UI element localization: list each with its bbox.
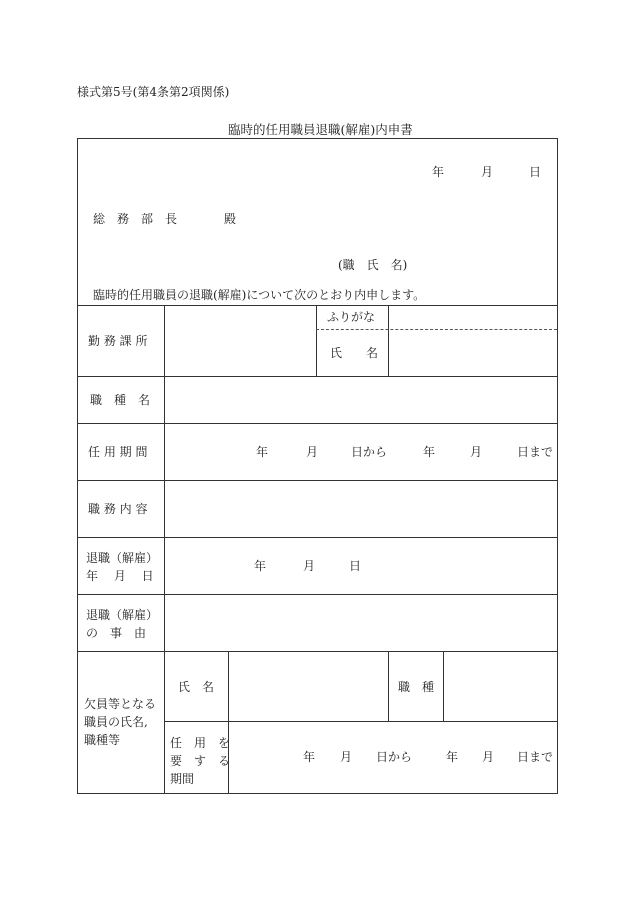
row-line: [77, 376, 558, 377]
form-title: 臨時的任用職員退職(解雇)内申書: [228, 122, 413, 137]
row-line: [77, 305, 558, 306]
row-line: [164, 721, 558, 722]
job-type-label: 職 種 名: [90, 393, 151, 407]
col-line: [388, 651, 389, 722]
furigana-label: ふりがな: [327, 310, 376, 324]
honorific: 殿: [224, 212, 237, 226]
required-year-1: 年: [303, 750, 316, 764]
date-day: 日: [529, 165, 542, 179]
term-year-2: 年: [423, 445, 436, 459]
name-label: 氏 名: [330, 346, 379, 360]
vacancy-label: 欠員等となる 職員の氏名, 職種等: [84, 697, 157, 747]
required-day-from: 日から: [376, 750, 413, 764]
required-day-to: 日まで: [517, 750, 554, 764]
date-year: 年: [432, 165, 445, 179]
statement: 臨時的任用職員の退職(解雇)について次のとおり内申します。: [93, 288, 426, 302]
required-term-label: 任 用 を 要 す る 期間: [170, 736, 231, 786]
term-day-from: 日から: [351, 445, 388, 459]
retire-date-label: 退職（解雇） 年 月 日: [86, 551, 159, 583]
term-label: 任 用 期 間: [88, 445, 148, 459]
table-border-bottom: [77, 793, 558, 794]
vacancy-name-label: 氏 名: [178, 680, 215, 694]
row-line: [77, 651, 558, 652]
row-line: [77, 594, 558, 595]
required-month-2: 月: [482, 750, 495, 764]
table-border-top: [77, 138, 558, 139]
duties-label: 職 務 内 容: [88, 502, 148, 516]
applicant-label: (職 氏 名): [338, 258, 408, 272]
term-day-to: 日まで: [517, 445, 554, 459]
term-year-1: 年: [256, 445, 269, 459]
row-line: [77, 423, 558, 424]
furigana-dashed-line: [316, 329, 557, 330]
retire-month: 月: [303, 559, 316, 573]
department-label: 勤 務 課 所: [88, 334, 148, 348]
col-line: [316, 305, 317, 377]
label-column-line: [164, 305, 165, 794]
date-month: 月: [481, 165, 494, 179]
addressee: 総 務 部 長: [93, 212, 178, 226]
retire-day: 日: [349, 559, 362, 573]
col-line: [388, 305, 389, 377]
form-number: 様式第5号(第4条第2項関係): [77, 85, 230, 99]
reason-label: 退職（解雇） の 事 由: [86, 608, 159, 640]
row-line: [77, 480, 558, 481]
required-year-2: 年: [446, 750, 459, 764]
table-border-left: [77, 138, 78, 794]
retire-year: 年: [254, 559, 267, 573]
required-month-1: 月: [340, 750, 353, 764]
table-border-right: [557, 138, 558, 794]
col-line: [443, 651, 444, 722]
row-line: [77, 537, 558, 538]
term-month-2: 月: [470, 445, 483, 459]
term-month-1: 月: [306, 445, 319, 459]
vacancy-job-label: 職 種: [398, 680, 435, 694]
